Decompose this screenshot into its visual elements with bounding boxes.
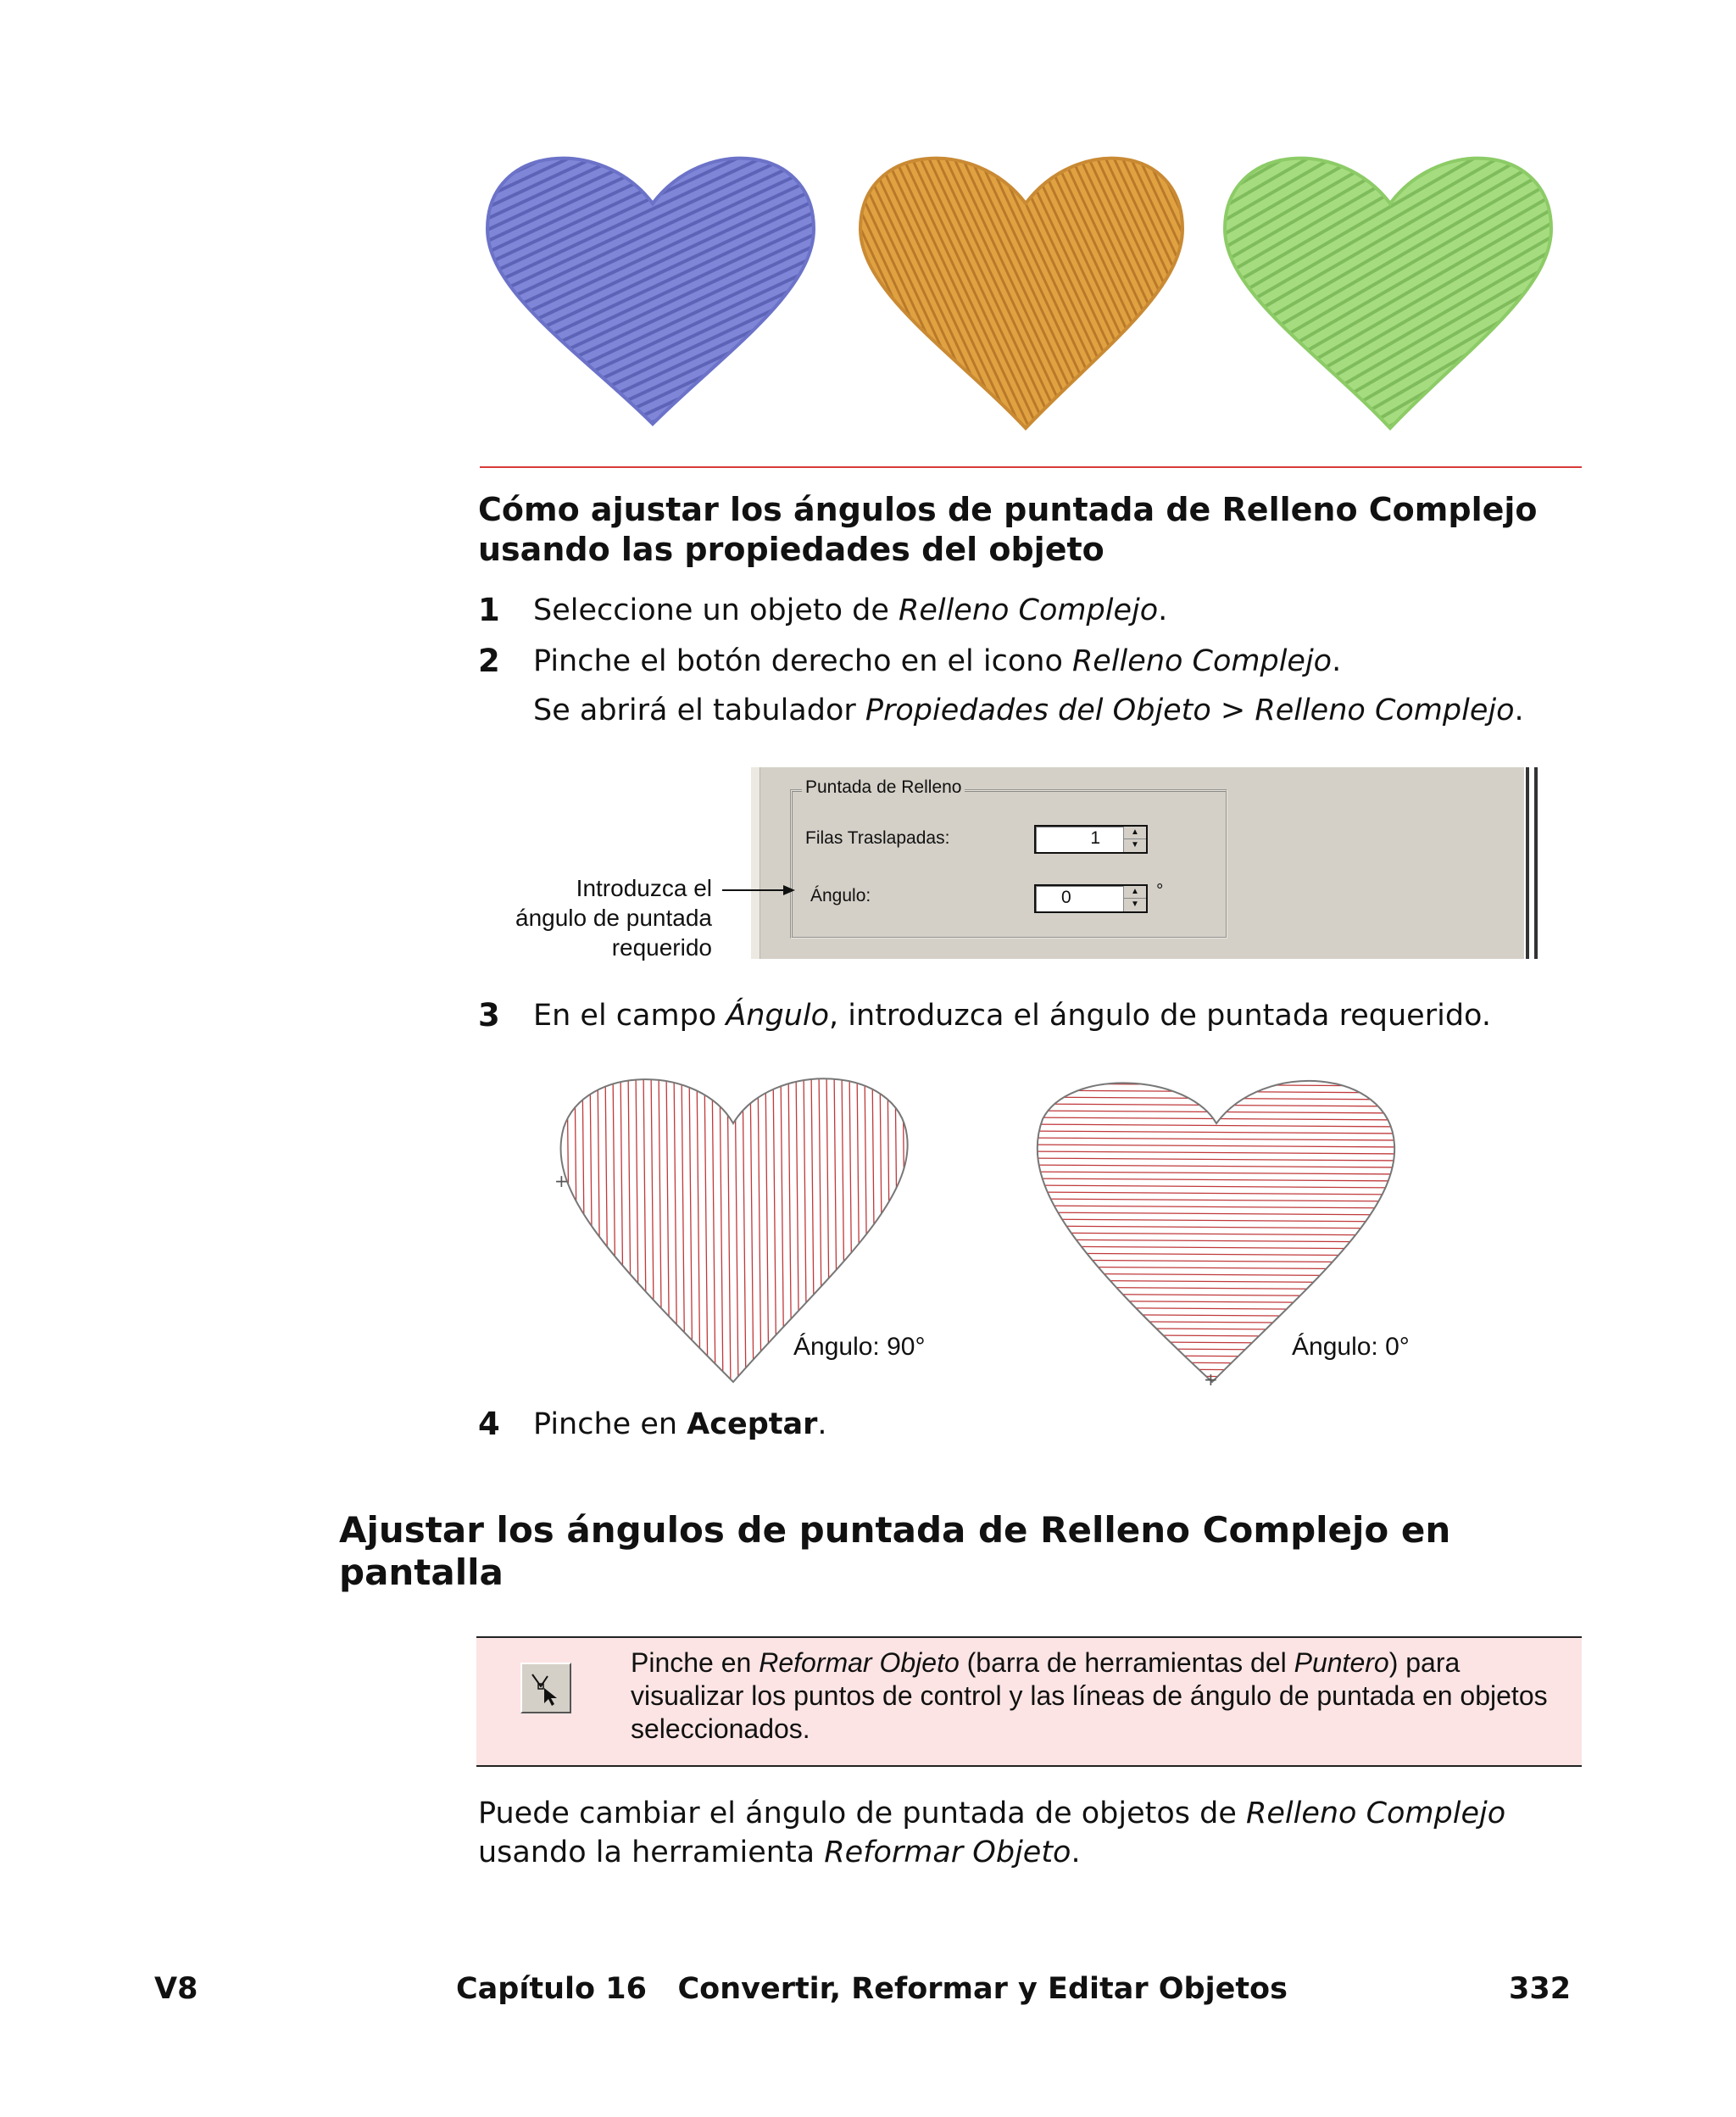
stepper-buttons[interactable] xyxy=(1123,886,1146,911)
section-divider xyxy=(480,466,1582,468)
stitch-line xyxy=(1026,1090,1403,1093)
stitch-line xyxy=(1026,1280,1403,1283)
stitch-line xyxy=(628,1068,632,1390)
stitch-line xyxy=(712,1068,715,1390)
body-paragraph: Puede cambiar el ángulo de puntada de objetos de Relleno Complejo usando la herramienta Reformar Objeto. xyxy=(478,1797,1506,1869)
stitch-line xyxy=(1026,1084,1403,1086)
dialog-left-edge xyxy=(751,767,760,959)
overlap-rows-label: Filas Traslapadas: xyxy=(805,828,950,848)
stitch-line xyxy=(1026,1178,1403,1181)
stitch-line xyxy=(1026,1321,1403,1323)
stitch-line xyxy=(620,1068,624,1390)
stitch-angle-samples xyxy=(542,1068,1407,1390)
stitch-line xyxy=(1026,1226,1403,1228)
footer-page-number: 332 xyxy=(1509,1972,1572,2006)
control-point-icon: + xyxy=(554,1171,569,1191)
dialog-right-line xyxy=(1526,767,1529,959)
step-number: 4 xyxy=(478,1406,500,1442)
stitch-line xyxy=(636,1068,639,1390)
stitch-line xyxy=(781,1068,784,1390)
stitch-line xyxy=(659,1068,662,1390)
angle-callout xyxy=(475,873,712,962)
angle-0-caption: Ángulo: 0° xyxy=(1292,1333,1410,1361)
callout-arrow xyxy=(721,882,797,899)
stitch-line xyxy=(1026,1206,1403,1208)
section-heading: Ajustar los ángulos de puntada de Relleno Complejo en pantalla xyxy=(339,1509,1451,1593)
stitch-line xyxy=(773,1068,776,1390)
stitch-line xyxy=(704,1068,708,1390)
procedure-title: Cómo ajustar los ángulos de puntada de Relleno Complejo usando las propiedades del objeto xyxy=(478,491,1538,568)
angle-label: Ángulo: xyxy=(810,886,871,905)
step-text: En el campo Ángulo, introduzca el ángulo de puntada requerido. xyxy=(533,999,1491,1033)
stitch-line xyxy=(689,1068,693,1390)
stitch-line xyxy=(1026,1287,1403,1290)
spin-up-icon[interactable]: ▲ xyxy=(1124,886,1146,899)
control-point-icon: + xyxy=(1204,1369,1218,1390)
step-number: 1 xyxy=(478,592,500,628)
stitch-line xyxy=(582,1068,586,1390)
callout-line: ángulo de puntada xyxy=(515,905,712,931)
angle-stepper[interactable] xyxy=(1034,884,1148,913)
step-text: Seleccione un objeto de Relleno Complejo. xyxy=(533,593,1168,627)
callout-line: requerido xyxy=(611,934,712,961)
spin-down-icon[interactable]: ▼ xyxy=(1131,840,1139,850)
stitch-line xyxy=(1026,1185,1403,1188)
stitch-line xyxy=(1026,1138,1403,1140)
stitch-line xyxy=(750,1068,754,1390)
stitch-line xyxy=(613,1068,616,1390)
spin-down-icon[interactable]: ▼ xyxy=(1131,900,1139,909)
stitch-line xyxy=(1026,1240,1403,1242)
stitch-line xyxy=(1026,1301,1403,1303)
dialog-right-line xyxy=(1534,767,1538,959)
step-text: Pinche el botón derecho en el icono Relleno Complejo. xyxy=(533,644,1342,678)
stitch-line xyxy=(1026,1131,1403,1134)
footer-version: V8 xyxy=(154,1972,198,2006)
stitch-line xyxy=(1026,1328,1403,1330)
stitch-line xyxy=(1026,1158,1403,1161)
stepper-buttons[interactable] xyxy=(1123,827,1146,852)
stitch-line xyxy=(575,1068,578,1390)
angle-90-caption: Ángulo: 90° xyxy=(793,1333,926,1361)
stitch-line xyxy=(1026,1273,1403,1276)
stitch-line xyxy=(1026,1151,1403,1154)
spin-up-icon[interactable]: ▲ xyxy=(1124,827,1146,839)
green-heart xyxy=(1225,159,1551,428)
stitch-line xyxy=(1026,1104,1403,1106)
stitch-line xyxy=(1026,1253,1403,1256)
stitch-line xyxy=(743,1068,746,1390)
stitch-line xyxy=(1026,1165,1403,1167)
stitch-line xyxy=(674,1068,677,1390)
stitch-line xyxy=(758,1068,761,1390)
orange-heart xyxy=(860,159,1182,428)
stitch-line xyxy=(1026,1267,1403,1269)
stitch-line xyxy=(697,1068,700,1390)
stitch-line xyxy=(1026,1172,1403,1174)
step-number: 2 xyxy=(478,643,500,679)
stitch-line xyxy=(1026,1294,1403,1296)
reshape-object-icon[interactable] xyxy=(520,1663,571,1713)
step-text: Pinche en Aceptar. xyxy=(533,1407,827,1441)
stitch-line xyxy=(598,1068,601,1390)
fill-stitch-group xyxy=(790,789,1227,939)
callout-line: Introduzca el xyxy=(576,875,712,901)
stitch-line xyxy=(643,1068,647,1390)
stitch-line xyxy=(666,1068,670,1390)
group-title: Puntada de Relleno xyxy=(802,777,965,798)
stitch-line xyxy=(1026,1192,1403,1195)
overlap-rows-value: 1 xyxy=(1090,828,1100,848)
embroidered-hearts xyxy=(475,144,1577,432)
stitch-line xyxy=(1026,1077,1403,1079)
angle-value: 0 xyxy=(1061,888,1071,907)
stitch-line xyxy=(1026,1314,1403,1317)
stitch-line xyxy=(1026,1124,1403,1127)
stitch-line xyxy=(651,1068,654,1390)
stitch-line xyxy=(1026,1362,1403,1364)
step-note-text: Se abrirá el tabulador Propiedades del Objeto > Relleno Complejo. xyxy=(533,694,1524,727)
stitch-line xyxy=(788,1068,792,1390)
overlap-rows-stepper[interactable] xyxy=(1034,825,1148,854)
degree-symbol: ° xyxy=(1156,881,1164,900)
footer-chapter: Capítulo 16 Convertir, Reformar y Editar Objetos xyxy=(456,1972,1288,2006)
stitch-line xyxy=(682,1068,685,1390)
stitch-line xyxy=(1026,1219,1403,1222)
stitch-line xyxy=(605,1068,609,1390)
stitch-line xyxy=(1026,1145,1403,1147)
stitch-line xyxy=(1026,1111,1403,1113)
stitch-line xyxy=(1026,1097,1403,1100)
stitch-line xyxy=(1026,1199,1403,1201)
stitch-line xyxy=(1026,1260,1403,1262)
stitch-line xyxy=(559,1068,563,1390)
stitch-line xyxy=(1026,1212,1403,1215)
stitch-line xyxy=(1026,1233,1403,1235)
tool-tip-box xyxy=(476,1636,1582,1767)
blue-heart xyxy=(487,159,814,424)
step-number: 3 xyxy=(478,997,500,1033)
stitch-line xyxy=(720,1068,723,1390)
stitch-line xyxy=(590,1068,593,1390)
stitch-line xyxy=(1026,1307,1403,1310)
fill-stitch-dialog xyxy=(749,767,1543,959)
tip-text: Pinche en Reformar Objeto (barra de herramientas del Puntero) para visualizar los puntos de control y las líneas de ángulo de puntada en objetos seleccionados. xyxy=(631,1647,1548,1744)
